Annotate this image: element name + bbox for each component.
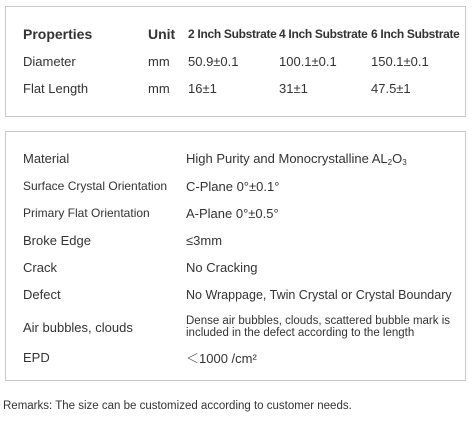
epd-value: ＜1000 /cm² (186, 351, 257, 366)
remarks-note: Remarks: The size can be customized according to customer needs. (3, 400, 352, 412)
defect-label: Defect (23, 287, 61, 302)
defect-value: No Wrappage, Twin Crystal or Crystal Boundary (186, 288, 452, 302)
row-diameter-4inch: 100.1±0.1 (279, 54, 337, 69)
header-4-inch: 4 Inch Substrate (279, 27, 368, 41)
crack-value: No Cracking (186, 260, 258, 275)
surface-orientation-label: Surface Crystal Orientation (23, 179, 168, 193)
row-flat-length-label: Flat Length (23, 81, 89, 96)
broke-edge-label: Broke Edge (23, 233, 91, 248)
primary-flat-orientation-label: Primary Flat Orientation (23, 206, 150, 220)
header-2-inch: 2 Inch Substrate (188, 27, 277, 41)
crack-label: Crack (23, 260, 57, 275)
row-diameter-unit: mm (148, 54, 170, 69)
material-value: High Purity and Monocrystalline $AL_2O_3$ (186, 151, 407, 167)
row-diameter-2inch: 50.9±0.1 (188, 54, 239, 69)
row-flat-length-6inch: 47.5±1 (371, 81, 411, 96)
row-flat-length-2inch: 16±1 (188, 81, 217, 96)
air-bubbles-label: Air bubbles, clouds (23, 320, 133, 335)
epd-label: EPD (23, 350, 50, 365)
row-flat-length-unit: mm (148, 81, 170, 96)
material-properties-table (5, 131, 466, 381)
row-flat-length-4inch: 31±1 (279, 81, 308, 96)
surface-orientation-value: C-Plane 0°±0.1° (186, 179, 280, 194)
air-bubbles-value: Dense air bubbles, clouds, scattered bubble mark is included in the defect according to the length (186, 315, 451, 339)
primary-flat-orientation-value: A-Plane 0°±0.5° (186, 206, 279, 221)
header-properties: Properties (23, 26, 93, 42)
material-label: Material (23, 151, 70, 166)
substrate-size-table (5, 6, 466, 117)
row-diameter-6inch: 150.1±0.1 (371, 54, 429, 69)
header-unit: Unit (148, 26, 176, 42)
broke-edge-value: ≤3mm (186, 233, 223, 248)
header-6-inch: 6 Inch Substrate (371, 27, 460, 41)
row-diameter-label: Diameter (23, 54, 76, 69)
